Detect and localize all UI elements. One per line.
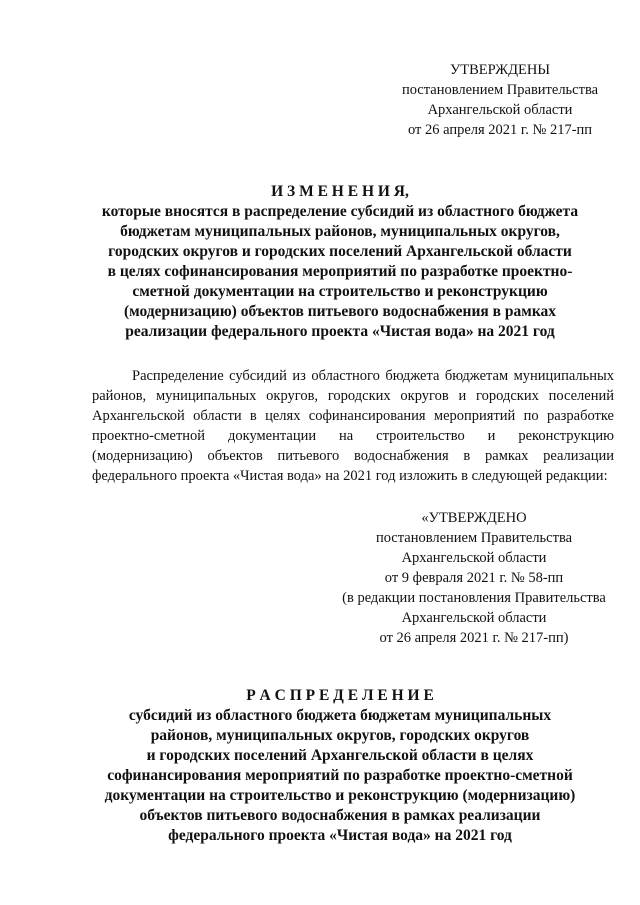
approval-quote-line: (в редакции постановления Правительства: [342, 590, 606, 606]
approval-quote-line: от 9 февраля 2021 г. № 58-пп: [384, 570, 564, 586]
approval-top-line: УТВЕРЖДЕНЫ: [449, 62, 551, 78]
distribution-title-line: субсидий из областного бюджета бюджетам муниципальных: [128, 707, 552, 724]
changes-title-line: которые вносятся в распределение субсидий из областного бюджета: [101, 203, 579, 220]
approval-top-line: от 26 апреля 2021 г. № 217-пп: [407, 122, 593, 138]
distribution-title-line: федерального проекта «Чистая вода» на 2021 год: [168, 827, 512, 844]
distribution-title-line: объектов питьевого водоснабжения в рамках реализации: [139, 807, 541, 824]
changes-title-line: (модернизацию) объектов питьевого водоснабжения в рамках: [123, 303, 557, 320]
distribution-title-line: районов, муниципальных округов, городских округов: [150, 727, 530, 744]
approval-quote-line: Архангельской области: [401, 610, 547, 626]
changes-heading: И З М Е Н Е Н И Я,: [271, 183, 409, 200]
changes-title-block: [60, 182, 620, 342]
distribution-heading: Р А С П Р Е Д Е Л Е Н И Е: [246, 687, 434, 704]
changes-title-line: реализации федерального проекта «Чистая вода» на 2021 год: [125, 323, 555, 340]
changes-title-line: городских округов и городских поселений Архангельской области: [108, 243, 572, 260]
body-paragraph: Распределение субсидий из областного бюджета бюджетам муниципальных районов, муниципальных округов, городских округов и городских поселений Архангельской области в целях софинансирования мероприятий по разработке проектно-сметной документации на строительство и реконструкцию (модернизацию) объектов питьевого водоснабжения в рамках реализации федерального проекта «Чистая вода» на 2021 год изложить в следующей редакции:: [92, 368, 614, 484]
approval-quote-line: «УТВЕРЖДЕНО: [421, 510, 527, 526]
approval-quote-line: от 26 апреля 2021 г. № 217-пп): [379, 630, 569, 646]
approval-quote-line: постановлением Правительства: [375, 530, 573, 546]
approval-stamp-quote: [316, 508, 632, 648]
changes-title-line: в целях софинансирования мероприятий по разработке проектно-: [107, 263, 573, 280]
distribution-title-line: и городских поселений Архангельской области в целях: [146, 747, 534, 764]
approval-stamp-top: [388, 60, 612, 140]
approval-quote-line: Архангельской области: [401, 550, 547, 566]
distribution-title-line: документации на строительство и реконструкцию (модернизацию): [104, 787, 576, 804]
distribution-title-line: софинансирования мероприятий по разработке проектно-сметной: [107, 767, 573, 784]
approval-top-line: Архангельской области: [427, 102, 573, 118]
distribution-title-block: [60, 686, 620, 846]
changes-title-line: бюджетам муниципальных районов, муниципальных округов,: [120, 223, 560, 240]
approval-top-line: постановлением Правительства: [401, 82, 599, 98]
changes-title-line: сметной документации на строительство и реконструкцию: [132, 283, 548, 300]
